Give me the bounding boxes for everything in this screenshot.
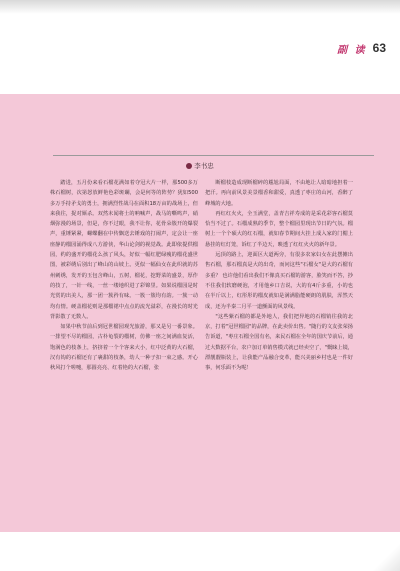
- author-bullet-icon: [186, 163, 192, 169]
- paragraph: 断榴枝造成现断榴碎的尴尬局面，不由地让人暗暗地担着一把汗。再向前风景美景榴香和甜爱，真透了枣庄的山河，香醉了峰城的大地。: [205, 180, 353, 207]
- author-byline: [0, 161, 400, 170]
- article-column-right: [205, 178, 353, 374]
- paragraph: 再红红火火，全玉满堂，盖青吉祥寿成的是采花彩客石榴莫恰当不过了。石榴成熟的季节，整个榴园里现出节日的气氛。榴树上一个个硕大的红石榴，就如春节期间大挂上成入家的门楣上悬挂的红灯笼，诉红了半边天，映透了红红火火的新年景。: [205, 210, 353, 248]
- paragraph: "这些紫石榴的都是外地人，我们把异地的石榴销往我的北京，打着"冠世榴园"的品牌，在此卖价出售。"随行的文友张荣扬告诉道，"枣庄石榴全国有名，来民石榴在全年的国庆节前后，通过大数据平台，农户加订单销售模式就已经卖空了，"慨睐上镜，漂靓靓瓶装上，让我能产品融合变革，能兴美丽乡村也是一件好事，何乐面不为呢！: [205, 313, 353, 372]
- page-header: [337, 40, 386, 56]
- author-name: 李书忠: [194, 162, 214, 170]
- paragraph: 如果中秋节前后到冠世榴园观光旅游，那又是另一番景象。一排望不尽的榴园，古朴龟裂的榴树，仿佛一座之间满血复活，饱满色的枝条上，挤挤着一个个客来大小，红中泛黄的大石榴，汉有钩的石榴还有了裹甜的枝条，幼人一种子扣一束之感。开心秋风打个嗟嚏，那圆亮亮、红着艳的大石榴，张: [50, 324, 198, 372]
- paragraph: 踏进，五月份来看石榴花满如着夺冠大片一样，那500多万株石榴树，次第怒放鲜艳色彩斑斓，会是何等的阵势？犹如500多万手持矛戈的勇士，拥满烈性战马在面积18万亩的战场上，但来我往，捉对厮杀。双然未闻将士的呐喊声，战马的嘶鸣声，硝烟弥漫的场景，但是，你不过眼，我不让你，花骨朵簇开的爆裂声，重锤紧紧，螺蝶翻在中传飘送去锤戏的打闹声，定会让一座座静的榴园涌得成八方游侠，华山论剑的视觉战。此即依提供榴园，约的盛开的榴花么孩了风头，好似一幅红肥绿瘦的榴花盛世图，被彩绣后别出了峰山的山坡上。更似一幅仙女在此织就的苏州刺绣，发开的玉包含峰山，五树，榴花，挖野菜的盛景，厚作的技了，一针一线，一丝一缕地织进了彩锦里。如果说榴园是时光赏的出美人，那一团一簇矜有味。一簇一簇均有韵。一簇一动均有情。硬盖榴花则是那榴裙中点点的流光溢彩，在漫长的时光背影散了无数人。: [50, 180, 198, 320]
- paragraph: 远顶的路上，迎面区大道两旁，有很多农家妇女在此摆摊出售石榴，那石榴真是大的出奇，而问这些"石榴女"是大的石榴有多重？ 也许他们看出我们不像真买石榴的游客，脸笑而不答，抄不住我们软磨硬泡，才用他乡口吉说，大的有4斤多重，小的也在半斤以上，红彤彤的榴皮就如是满满脂能硬朗的肌肤，浑然天成，还为半秦二月平一道颤面的风景线。: [205, 252, 353, 310]
- page-curl: [372, 543, 400, 571]
- page-number: 63: [372, 41, 386, 55]
- top-edge-shadow: [0, 0, 400, 14]
- title-divider: [53, 155, 374, 156]
- article-column-left: [50, 178, 198, 374]
- section-title: 副 读: [337, 44, 367, 56]
